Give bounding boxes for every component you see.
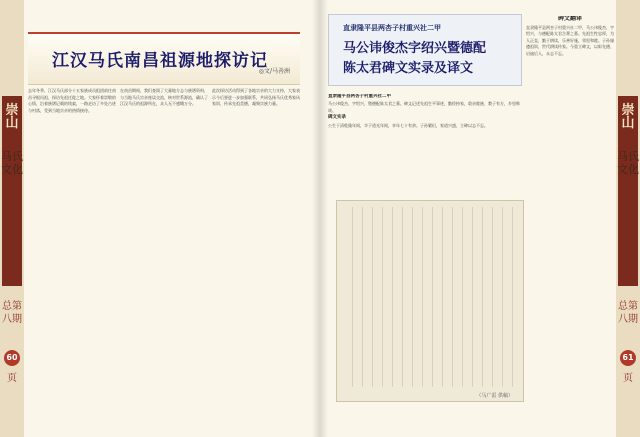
right-article-title-line2: 陈太君碑文实录及译文 (343, 61, 474, 76)
article-column: 在南昌期间，我们查阅了大量地方志与族谱资料，与当地马氏宗亲座谈交流，核对世系源流，确认了江汉马氏的祖源所在，众人无不感慨万分。 (120, 88, 208, 107)
body-paragraph: 马公讳俊杰，字绍兴，暨德配陈太君之墓。碑文记述先祖生平事迹，勤俭持家，敦亲睦族，教子有方，乡里称颂。 (328, 101, 520, 113)
article-column: 此次探访活动得到了各地宗亲的大力支持，大家表示今后要进一步加强联系，共同弘扬马氏优秀家风家训，传承先祖美德，凝聚宗族力量。 (212, 88, 300, 107)
right-article-kicker: 直隶隆平县两杏子村重兴社二甲 (343, 23, 441, 32)
left-page-number: 60 (4, 350, 20, 366)
band-issue: 总第八期 (618, 301, 638, 325)
body-paragraph: 公生于清乾隆年间，卒于道光年间，享年七十有余。子孙繁衍，家道兴盛，立碑以志不忘。 (328, 122, 488, 128)
page-suffix-left: 页 (7, 373, 17, 384)
band-subtitle: 马氏文化 (1, 150, 23, 176)
right-article-body (328, 94, 524, 194)
body-heading: 碑文实录 (328, 115, 346, 121)
right-article-title-line1: 马公讳俊杰字绍兴暨德配 (343, 41, 487, 56)
body-heading: 直隶隆平县两杏子村重兴社二甲 (328, 94, 391, 99)
band-title: 崇山 (5, 103, 19, 131)
right-article-header (328, 14, 522, 86)
spine-shadow (312, 0, 328, 437)
page-suffix-right: 页 (623, 373, 633, 384)
band-title: 崇山 (621, 103, 635, 131)
stele-rubbing-photo (336, 200, 524, 402)
left-article-header (28, 32, 300, 85)
band-issue: 总第八期 (2, 301, 22, 325)
translation-sidebar (526, 16, 614, 426)
left-side-band (0, 0, 24, 437)
article-column: 去年冬季，江汉马氏部分十五家族成员组团前往南昌寻根问祖，探访先祖迁徙之地。大家怀着崇敬的心情，沿着族谱记载的线索，一路走访了多处古迹与村落，受到当地宗亲的热情接待。 (28, 88, 116, 113)
right-page-number: 61 (620, 350, 636, 366)
right-side-band (616, 0, 640, 437)
sidebar-text: 直隶隆平县两杏子村重兴社二甲，马公讳俊杰，字绍兴，与德配陈太君合葬之墓。先祖生性忠厚，为人正直，勤于耕读，乐善好施，邻里和睦。子孙谨遵祖训，世代耕读传家。今重立碑文，以彰先德，启迪后人，永志不忘。 (526, 24, 614, 56)
stele-inscription-image (343, 207, 517, 387)
stele-caption: （马广雷 供稿） (476, 393, 513, 399)
left-article-columns (28, 88, 300, 418)
left-article-title: 江汉马氏南昌祖源地探访记 (52, 51, 268, 71)
sidebar-title: 碑文翻译 (557, 16, 582, 22)
left-article-author: ◎文/马善洲 (258, 68, 290, 75)
band-subtitle: 马氏文化 (617, 150, 639, 176)
right-page (320, 0, 640, 437)
